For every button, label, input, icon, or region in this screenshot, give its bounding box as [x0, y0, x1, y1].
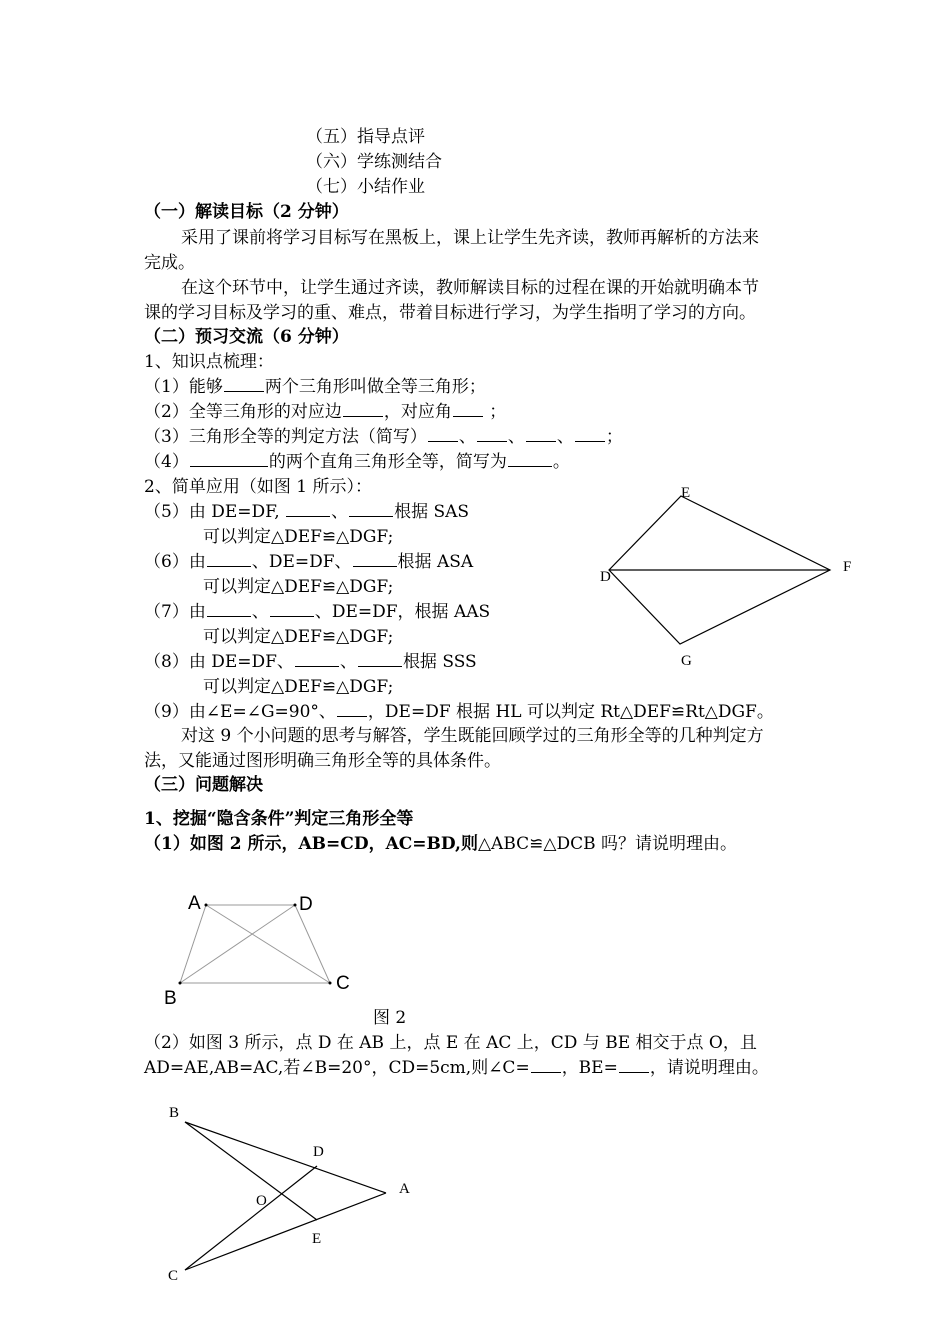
knowledge-item-3: （3）三角形全等的判定方法（简写） 、 、 、 ；: [144, 427, 623, 447]
figure-2-trapezoid: [160, 885, 360, 1010]
problem-2-line2: AD=AE,AB=AC,若∠B=20°，CD=5cm,则∠C= ，BE= ，请说明理由。: [144, 1058, 769, 1078]
fill-blank: [526, 425, 556, 442]
fig1-label-g: G: [681, 653, 692, 669]
question-6-conclusion: 可以判定△DEF≌△DGF;: [203, 577, 394, 597]
question-6: （6）由 、DE=DF、 根据 ASA: [144, 552, 474, 572]
summary-line-1: 对这 9 个小问题的思考与解答，学生既能回顾学过的三角形全等的几种判定方: [181, 726, 764, 746]
fig2-point-b: [179, 982, 182, 985]
figure-1-quadrilateral: [590, 480, 870, 675]
fig2-point-c: [329, 982, 332, 985]
fig2-point-d: [294, 904, 297, 907]
section-3-heading: （三）问题解决: [144, 775, 263, 795]
fig2-label-c: C: [336, 973, 350, 994]
fig2-outline: [180, 905, 330, 983]
fill-blank: [286, 500, 330, 517]
fill-blank: [575, 425, 605, 442]
fill-blank: [270, 600, 314, 617]
fig3-segment-be: [185, 1122, 317, 1220]
fill-blank: [353, 550, 397, 567]
question-5-conclusion: 可以判定△DEF≌△DGF;: [203, 527, 394, 547]
fig3-segment-ca: [185, 1193, 386, 1270]
fill-blank: [337, 700, 367, 717]
fig3-label-d: D: [313, 1144, 324, 1160]
fig3-segment-ba: [185, 1122, 386, 1193]
section-1-para1-line2: 完成。: [144, 253, 195, 273]
fill-blank: [358, 650, 402, 667]
fill-blank: [428, 425, 458, 442]
fill-blank: [207, 600, 251, 617]
problem-2-line1: （2）如图 3 所示，点 D 在 AB 上，点 E 在 AC 上，CD 与 BE 相交于点 O，且: [144, 1033, 757, 1053]
fig2-diagonal-bd: [180, 905, 295, 983]
section-2-heading: （二）预习交流（6 分钟）: [144, 327, 349, 347]
summary-line-2: 法，又能通过图形明确三角形全等的具体条件。: [144, 751, 501, 771]
fill-blank: [477, 425, 507, 442]
outline-item-7: （七）小结作业: [306, 177, 425, 197]
fig1-label-d: D: [600, 569, 611, 585]
question-8-conclusion: 可以判定△DEF≌△DGF;: [203, 677, 394, 697]
fig3-label-b: B: [169, 1105, 180, 1121]
fig3-segment-cd: [185, 1166, 317, 1270]
knowledge-item-4: （4） 的两个直角三角形全等，简写为 。: [144, 452, 570, 472]
section-1-para2-line1: 在这个环节中，让学生通过齐读，教师解读目标的过程在课的开始就明确本节: [181, 278, 759, 298]
question-5: （5）由 DE=DF, 、 根据 SAS: [144, 502, 470, 522]
figure-2-caption: 图 2: [373, 1008, 407, 1028]
figure-3-diagram: [160, 1100, 430, 1290]
fig2-label-a: A: [188, 893, 201, 914]
fig3-label-c: C: [168, 1268, 179, 1284]
fill-blank: [453, 400, 483, 417]
question-9: （9）由∠E=∠G=90°、 ，DE=DF 根据 HL 可以判定 Rt△DEF≌Rt△DGF。: [144, 702, 774, 722]
section-1-para1-line1: 采用了课前将学习目标写在黑板上，课上让学生先齐读，教师再解析的方法来: [181, 228, 759, 248]
fig2-point-a: [205, 904, 208, 907]
problem-1: （1）如图 2 所示，AB=CD，AC=BD,则△ABC≌△DCB 吗？请说明理由。: [144, 834, 737, 854]
outline-item-6: （六）学练测结合: [306, 152, 442, 172]
fill-blank: [349, 500, 393, 517]
fill-blank: [343, 400, 383, 417]
fill-blank: [224, 375, 264, 392]
question-7-conclusion: 可以判定△DEF≌△DGF;: [203, 627, 394, 647]
outline-item-5: （五）指导点评: [306, 127, 425, 147]
fig3-label-a: A: [399, 1181, 410, 1197]
fig3-label-e: E: [312, 1231, 322, 1247]
section-1-para2-line2: 课的学习目标及学习的重、难点，带着目标进行学习，为学生指明了学习的方向。: [144, 303, 756, 323]
fig2-label-b: B: [164, 988, 177, 1009]
question-8: （8）由 DE=DF、 、 根据 SSS: [144, 652, 477, 672]
fill-blank: [207, 550, 251, 567]
section-3-sub1: 1、挖掘“隐含条件”判定三角形全等: [144, 809, 414, 829]
fill-blank: [531, 1056, 561, 1073]
fig3-label-o: O: [256, 1193, 267, 1209]
question-7: （7）由 、 、DE=DF，根据 AAS: [144, 602, 491, 622]
section-1-heading: （一）解读目标（2 分钟）: [144, 202, 349, 222]
knowledge-title: 1、知识点梳理：: [144, 352, 274, 372]
fig2-label-d: D: [299, 894, 313, 915]
fig1-label-e: E: [681, 485, 691, 501]
fill-blank: [295, 650, 339, 667]
fill-blank: [619, 1056, 649, 1073]
knowledge-item-1: （1）能够 两个三角形叫做全等三角形；: [144, 377, 486, 397]
fill-blank: [508, 450, 552, 467]
fig1-label-f: F: [843, 559, 852, 575]
application-title: 2、简单应用（如图 1 所示）：: [144, 477, 372, 497]
fill-blank: [190, 450, 268, 467]
knowledge-item-2: （2）全等三角形的对应边 ，对应角 ；: [144, 402, 507, 422]
fig2-diagonal-ac: [206, 905, 330, 983]
